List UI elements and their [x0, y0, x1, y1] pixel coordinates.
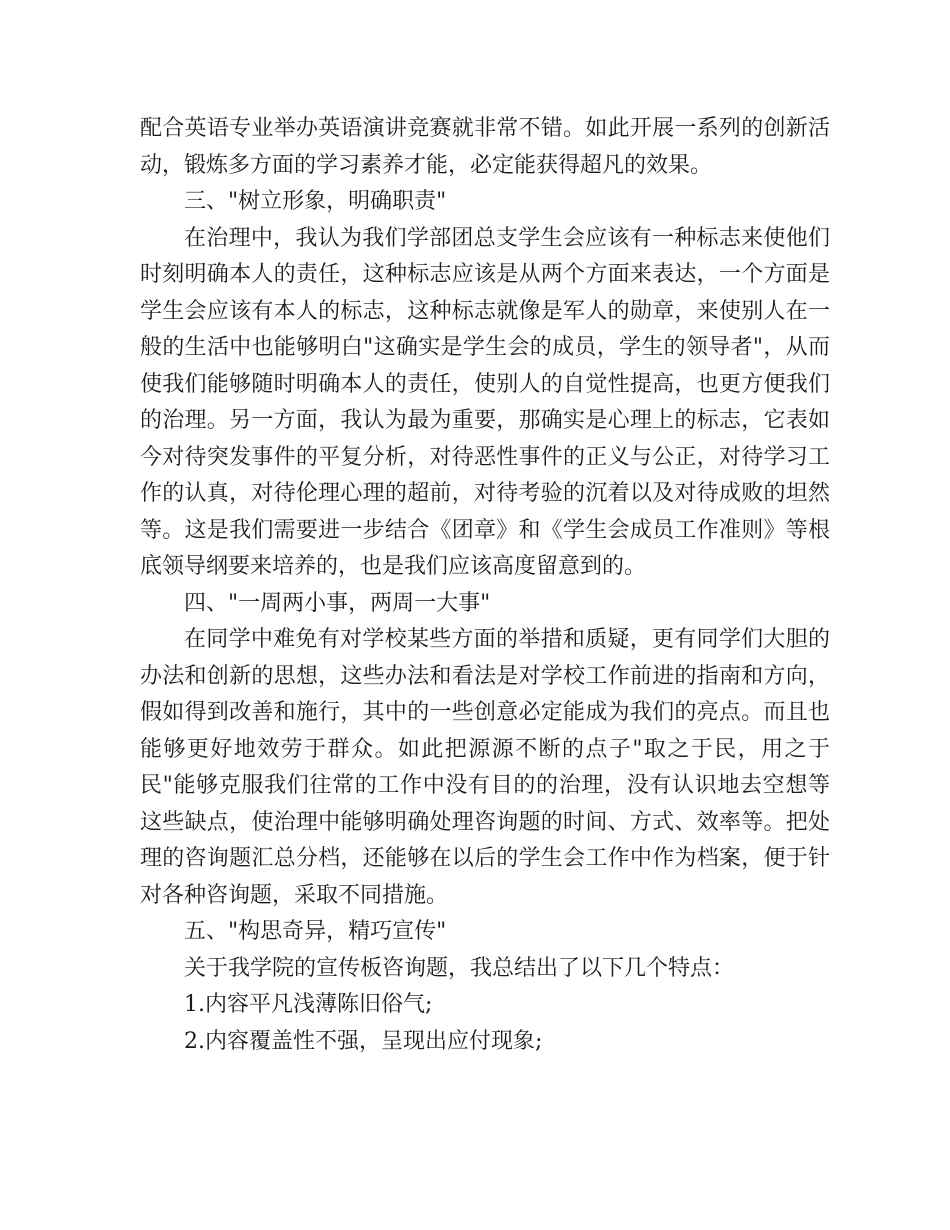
section-heading-5: 五、"构思奇异，精巧宣传": [184, 919, 447, 944]
paragraph-section-3: 在治理中，我认为我们学部团总支学生会应该有一种标志来使他们时刻明确本人的责任，这种标志应该是从两个方面来表达，一个方面是学生会应该有本人的标志，这种标志就像是军人的勋章，来使别人在一般的生活中也能够明白"这确实是学生会的成员，学生的领导者"，从而使我们能够随时明确本人的责任，使别人的自觉性提高，也更方便我们的治理。另一方面，我认为最为重要，那确实是心理上的标志，它表如今对待突发事件的平复分析，对待恶性事件的正义与公正，对待学习工作的认真，对待伦理心理的超前，对待考验的沉着以及对待成败的坦然等。这是我们需要进一步结合《团章》和《学生会成员工作准则》等根底领导纲要来培养的，也是我们应该高度留意到的。: [140, 225, 830, 579]
paragraph-continuation: 配合英语专业举办英语演讲竞赛就非常不错。如此开展一系列的创新活动，锻炼多方面的学习素养才能，必定能获得超凡的效果。: [140, 116, 830, 178]
paragraph-section-5-intro: 关于我学院的宣传板咨询题，我总结出了以下几个特点：: [184, 955, 735, 981]
paragraph-section-4: 在同学中难免有对学校某些方面的举措和质疑，更有同学们大胆的办法和创新的思想，这些办法和看法是对学校工作前进的指南和方向，假如得到改善和施行，其中的一些创意必定能成为我们的亮点。而且也能够更好地效劳于群众。如此把源源不断的点子"取之于民，用之于民"能够克服我们往常的工作中没有目的的治理，没有认识地去空想等这些缺点，使治理中能够明确处理咨询题的时间、方式、效率等。把处理的咨询题汇总分档，还能够在以后的学生会工作中作为档案，便于针对各种咨询题，采取不同措施。: [140, 627, 830, 908]
section-heading-3: 三、"树立形象，明确职责": [184, 189, 447, 214]
section-heading-4: 四、"一周两小事，两周一大事": [184, 590, 491, 616]
document-body: [140, 111, 830, 1060]
list-item-2: 2.内容覆盖性不强，呈现出应付现象;: [184, 1028, 543, 1054]
list-item-1: 1.内容平凡浅薄陈旧俗气;: [184, 992, 433, 1017]
